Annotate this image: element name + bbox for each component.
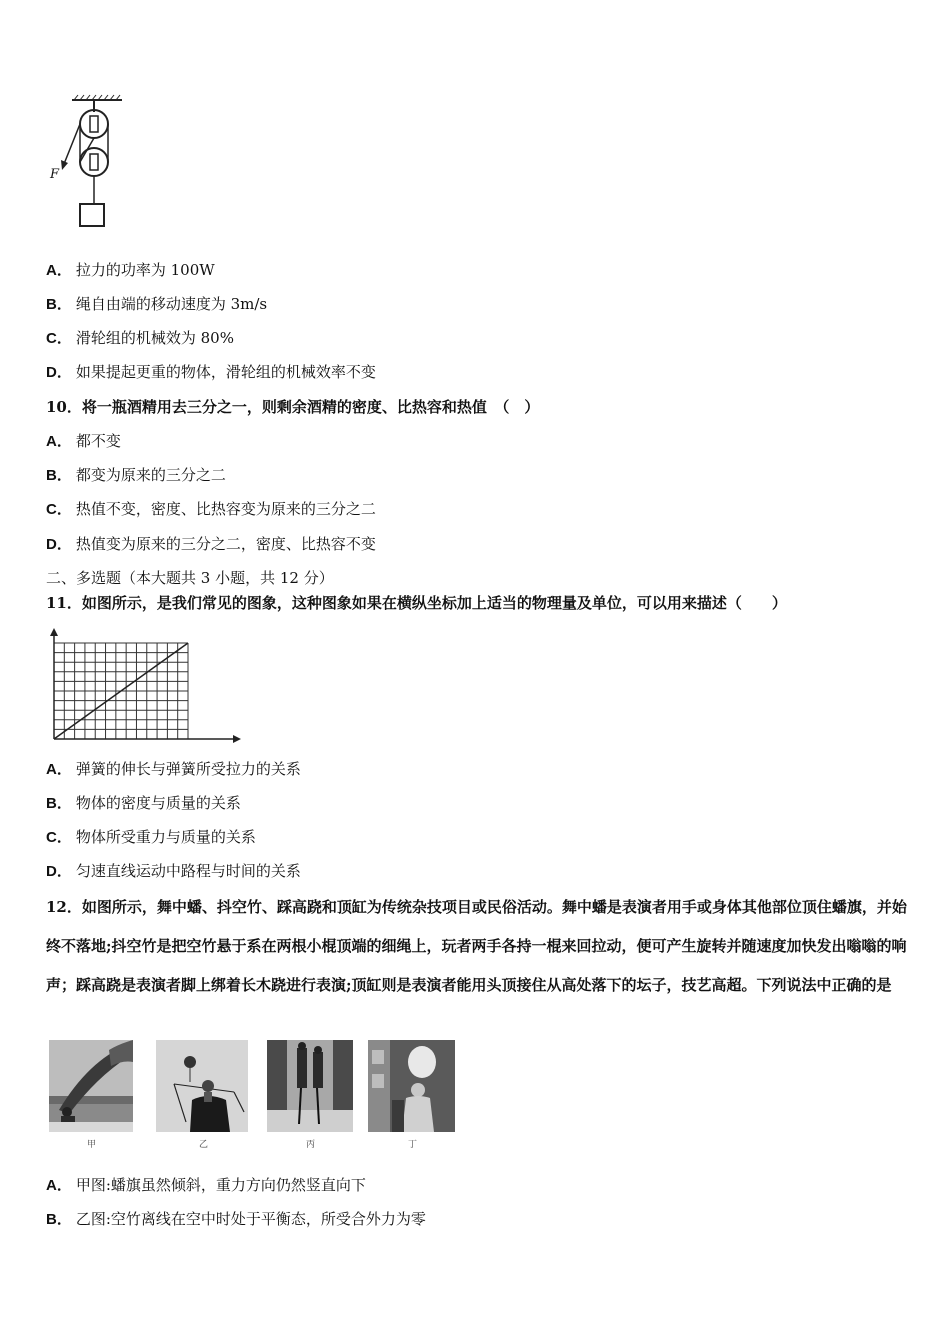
- q10-option-d[interactable]: [46, 534, 376, 555]
- option-text: 热值变为原来的三分之二，密度、比热容不变: [75, 535, 376, 553]
- option-text: 都不变: [75, 432, 121, 450]
- photo-jia: [49, 1040, 133, 1132]
- photo-label-yi: 乙: [199, 1140, 209, 1150]
- q11-stem: 11．如图所示，是我们常见的图象，这种图象如果在横纵坐标加上适当的物理量及单位，可以用来描述（ ）: [46, 594, 787, 612]
- option-text: 热值不变，密度、比热容变为原来的三分之二: [75, 500, 376, 518]
- option-text: 如果提起更重的物体，滑轮组的机械效率不变: [75, 363, 376, 381]
- option-letter: B．: [46, 1211, 72, 1228]
- q11-option-c[interactable]: [46, 827, 256, 848]
- pulley-system-figure: [48, 94, 128, 234]
- option-text: 滑轮组的机械效为 80%: [75, 329, 234, 347]
- photo-yi: [156, 1040, 248, 1132]
- q12-stem: 12．如图所示，舞中蟠、抖空竹、踩高跷和顶缸为传统杂技项目或民俗活动。舞中蟠是表演者用手或身体其他部位顶住蟠旗，并始终不落地;抖空竹是把空竹悬于系在两根小棍顶端的细绳上，玩者两手各持一棍来回拉动，便可产生旋转并随速度加快发出嗡嗡的响声；踩高跷是表演者脚上绑着长木跷进行表演;顶缸则是表演者能用头顶接住从高处落下的坛子，技艺高超。下列说法中正确的是: [46, 898, 907, 994]
- option-letter: D．: [46, 863, 72, 880]
- force-label: F: [50, 167, 60, 182]
- option-letter: A．: [46, 433, 72, 450]
- photo-label-bing: 丙: [306, 1140, 316, 1150]
- q10-stem: 10．将一瓶酒精用去三分之一，则剩余酒精的密度、比热容和热值 （ ）: [46, 398, 540, 416]
- q9-option-a[interactable]: [46, 260, 215, 281]
- option-text: 乙图:空竹离线在空中时处于平衡态，所受合外力为零: [75, 1210, 426, 1228]
- q9-option-c[interactable]: [46, 328, 234, 349]
- q12-option-b[interactable]: [46, 1209, 426, 1230]
- section-title: 二、多选题（本大题共 3 小题，共 12 分）: [46, 569, 334, 587]
- option-letter: A．: [46, 1177, 72, 1194]
- option-letter: D．: [46, 536, 72, 553]
- option-letter: D．: [46, 364, 72, 381]
- option-text: 拉力的功率为 100W: [75, 261, 215, 279]
- option-letter: C．: [46, 501, 72, 518]
- q11-option-d[interactable]: [46, 861, 301, 882]
- option-letter: C．: [46, 829, 72, 846]
- option-text: 物体所受重力与质量的关系: [75, 828, 256, 846]
- option-letter: A．: [46, 761, 72, 778]
- photo-label-ding: 丁: [408, 1140, 418, 1150]
- option-text: 绳自由端的移动速度为 3m/s: [75, 295, 268, 313]
- linear-graph-figure: [44, 626, 244, 746]
- option-text: 甲图:蟠旗虽然倾斜，重力方向仍然竖直向下: [75, 1176, 366, 1194]
- q10-option-a[interactable]: [46, 431, 121, 452]
- q10-option-c[interactable]: [46, 499, 376, 520]
- q10-option-b[interactable]: [46, 465, 226, 486]
- option-letter: C．: [46, 330, 72, 347]
- x-axis-arrow: [233, 735, 241, 743]
- photo-label-jia: 甲: [87, 1140, 97, 1150]
- q9-option-d[interactable]: [46, 362, 376, 383]
- option-text: 弹簧的伸长与弹簧所受拉力的关系: [75, 760, 301, 778]
- option-text: 物体的密度与质量的关系: [75, 794, 241, 812]
- option-letter: B．: [46, 296, 72, 313]
- q11-option-a[interactable]: [46, 759, 301, 780]
- q9-option-b[interactable]: [46, 294, 267, 315]
- y-axis-arrow: [50, 628, 58, 636]
- option-letter: B．: [46, 795, 72, 812]
- q11-option-b[interactable]: [46, 793, 241, 814]
- option-text: 都变为原来的三分之二: [75, 466, 226, 484]
- photo-ding: [368, 1040, 455, 1132]
- q12-option-a[interactable]: [46, 1175, 366, 1196]
- option-letter: B．: [46, 467, 72, 484]
- option-letter: A．: [46, 262, 72, 279]
- photo-bing: [267, 1040, 353, 1132]
- option-text: 匀速直线运动中路程与时间的关系: [75, 862, 301, 880]
